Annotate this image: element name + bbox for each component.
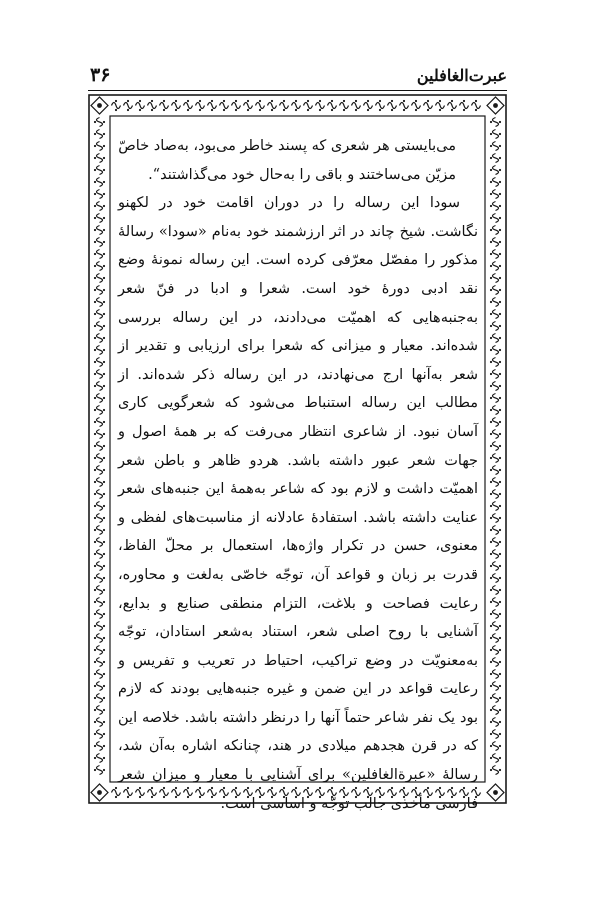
page-body xyxy=(118,132,478,818)
header-rule xyxy=(88,90,507,91)
page-header xyxy=(88,64,507,88)
page-number: ۳۶ xyxy=(90,64,111,86)
verse-line: می‌بایستی هر شعری که پسند خاطر می‌بود، به‌صاد خاصّ xyxy=(118,138,456,154)
body-paragraph: سودا این رساله را در دوران اقامت خود در لکهنو نگاشت. شیخ چاند در اثر ارزشمند خود به‌نام «سودا» رسالهٔ مذکور را مفصّل معرّفی کرده است. این رساله نمونهٔ وضع نقد ادبی دورهٔ خود است. شعرا و ادبا در فنّ شعر به‌جنبه‌هایی که اهمیّت می‌دادند، در این رساله بررسی شده‌اند. معیار و میزانی که شعرا برای ارزیابی و تقدیر از شعر به‌آنها ارج می‌نهادند، در این رساله ذکر شده‌اند. از مطالب این رساله استنباط می‌شود که شعرگویی کاری آسان نبود. از شاعری انتظار می‌رفت که بر همهٔ اصول و جهات شعر عبور داشته باشد. هردو ظاهر و باطن شعر اهمیّت داشت و لازم بود که شاعر به‌همهٔ این جنبه‌های شعر عنایت داشته باشد. استفادهٔ عادلانه از مناسبت‌های لفظی و معنوی، حسن در تکرار واژه‌ها، استعمال بر محلّ الفاظ، قدرت بر زبان و قواعد آن، توجّه خاصّی به‌لغت و محاوره، رعایت فصاحت و بلاغت، التزام منطقی صنایع و بدایع، آشنایی با روح اصلی شعر، استناد به‌شعر استادان، توجّه به‌معنویّت در وضع تراکیب، احتیاط در تعریب و تفریس و رعایت قواعد در این ضمن و غیره جنبه‌هایی بودند که لازم بود یک نفر شاعر حتماً آنها را درنظر داشته باشد. خلاصه این که در قرن هجدهم میلادی در هند، چنانکه اشاره به‌آن شد، رسالهٔ «عبرة‌الغافلین» برای آشنایی با معیار و میزان شعر فارسی مأخذی جالب توجّه و اساسی است. xyxy=(118,195,478,812)
verse-line: مزیّن می‌ساختند و باقی را به‌حال خود می‌گذاشتند“. xyxy=(148,166,456,183)
running-title: عبرت‌الغافلین xyxy=(416,66,507,85)
